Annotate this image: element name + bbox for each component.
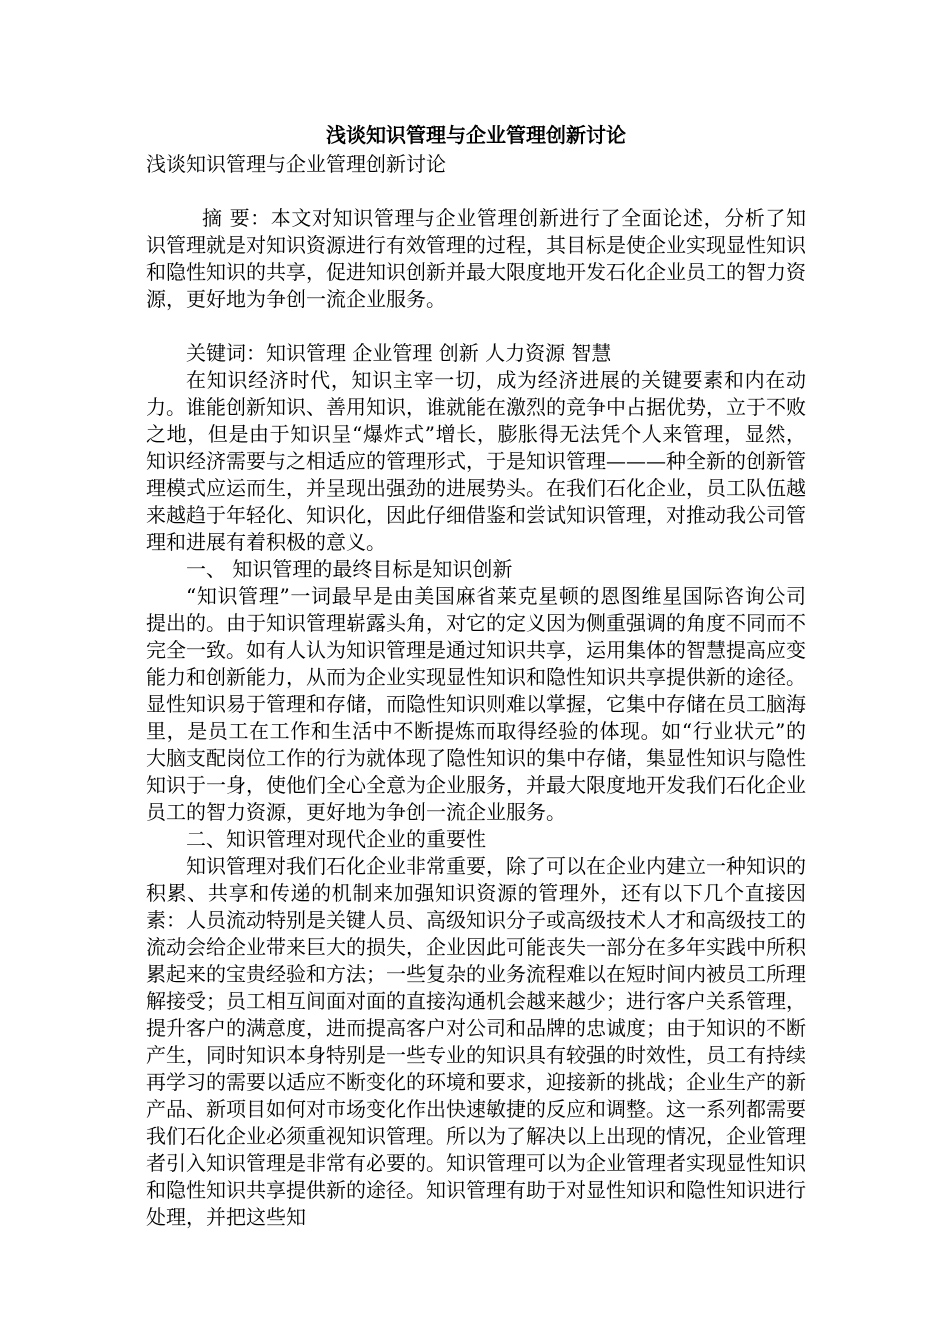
document-body: [146, 122, 806, 1231]
abstract-paragraph: 摘 要：本文对知识管理与企业管理创新进行了全面论述，分析了知识管理就是对知识资源进行有效管理的过程，其目标是使企业实现显性知识和隐性知识的共享，促进知识创新并最大限度地开发石化企业员工的智力资源，更好地为争创一流企业服务。: [146, 206, 806, 311]
intro-paragraph: 在知识经济时代，知识主宰一切，成为经济进展的关键要素和内在动力。谁能创新知识、善用知识，谁就能在激烈的竞争中占据优势，立于不败之地，但是由于知识呈“爆炸式”增长，膨胀得无法凭个人来管理，显然，知识经济需要与之相适应的管理形式，于是知识管理———种全新的创新管理模式应运而生，并呈现出强劲的进展势头。在我们石化企业，员工队伍越来越趋于年轻化、知识化，因此仔细借鉴和尝试知识管理，对推动我公司管理和进展有着积极的意义。: [146, 368, 806, 554]
document-title: 浅谈知识管理与企业管理创新讨论: [326, 123, 626, 147]
section-2-paragraph: 知识管理对我们石化企业非常重要，除了可以在企业内建立一种知识的积累、共享和传递的机制来加强知识资源的管理外，还有以下几个直接因素：人员流动特别是关键人员、高级知识分子或高级技术人才和高级技工的流动会给企业带来巨大的损失，企业因此可能丧失一部分在多年实践中所积累起来的宝贵经验和方法；一些复杂的业务流程难以在短时间内被员工所理解接受；员工相互间面对面的直接沟通机会越来越少；进行客户关系管理，提升客户的满意度，进而提高客户对公司和品牌的忠诚度；由于知识的不断产生，同时知识本身特别是一些专业的知识具有较强的时效性，员工有持续再学习的需要以适应不断变化的环境和要求，迎接新的挑战；企业生产的新产品、新项目如何对市场变化作出快速敏捷的反应和调整。这一系列都需要我们石化企业必须重视知识管理。所以为了解决以上出现的情况，企业管理者引入知识管理是非常有必要的。知识管理可以为企业管理者实现显性知识和隐性知识共享提供新的途径。知识管理有助于对显性知识和隐性知识进行处理，并把这些知: [146, 854, 806, 1229]
document-subtitle: 浅谈知识管理与企业管理创新讨论: [146, 152, 446, 176]
keywords-line: 关键词：知识管理 企业管理 创新 人力资源 智慧: [186, 341, 612, 365]
section-1-paragraph: “知识管理”一词最早是由美国麻省莱克星顿的恩图维星国际咨询公司提出的。由于知识管理崭露头角，对它的定义因为侧重强调的角度不同而不完全一致。如有人认为知识管理是通过知识共享，运用集体的智慧提高应变能力和创新能力，从而为企业实现显性知识和隐性知识共享提供新的途径。显性知识易于管理和存储，而隐性知识则难以掌握，它集中存储在员工脑海里，是员工在工作和生活中不断提炼而取得经验的体现。如“行业状元”的大脑支配岗位工作的行为就体现了隐性知识的集中存储，集显性知识与隐性知识于一身，使他们全心全意为企业服务，并最大限度地开发我们石化企业员工的智力资源，更好地为争创一流企业服务。: [146, 584, 806, 824]
section-heading-1: 一、 知识管理的最终目标是知识创新: [186, 557, 513, 581]
section-heading-2: 二、知识管理对现代企业的重要性: [186, 827, 486, 851]
